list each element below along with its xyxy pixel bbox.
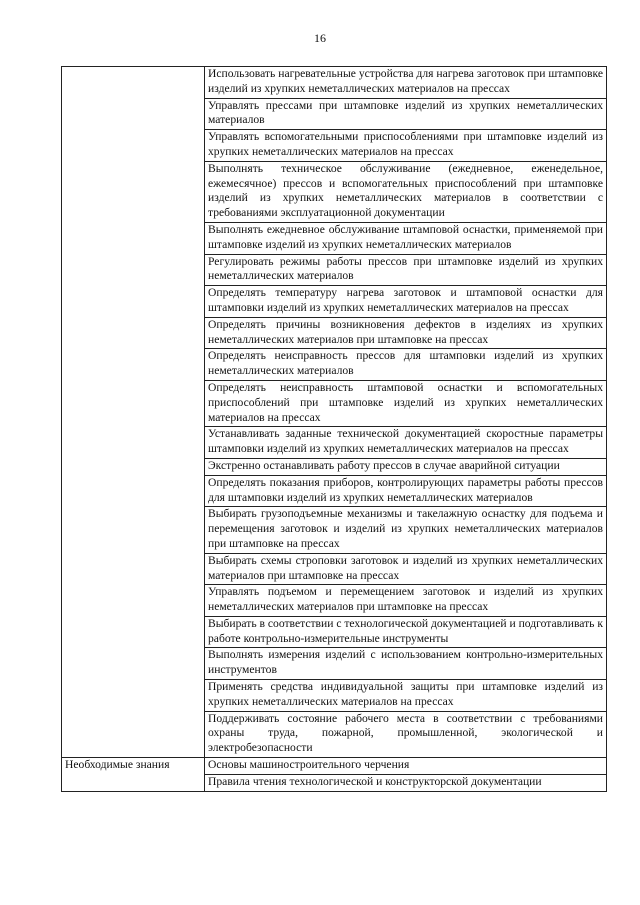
requirement-item: Определять неисправность штамповой оснастки и вспомогательных приспособлений при штамповке изделий из хрупких неметаллических материалов на прессах: [205, 380, 607, 426]
requirement-item: Правила чтения технологической и конструкторской документации: [205, 774, 607, 791]
requirement-item: Управлять вспомогательными приспособлениями при штамповке изделий из хрупких неметаллических материалов на прессах: [205, 130, 607, 162]
requirement-item: Управлять подъемом и перемещением заготовок и изделий из хрупких неметаллических материалов при штамповке на прессах: [205, 585, 607, 617]
section-label-cell: [62, 67, 205, 758]
requirement-item: Определять неисправность прессов для штамповки изделий из хрупких неметаллических материалов: [205, 349, 607, 381]
requirements-table: [61, 66, 607, 792]
requirement-item: Использовать нагревательные устройства для нагрева заготовок при штамповке изделий из хрупких неметаллических материалов на прессах: [205, 67, 607, 99]
table-row: [62, 758, 607, 775]
table-body: [62, 67, 607, 792]
requirement-item: Выбирать в соответствии с технологической документацией и подготавливать к работе контрольно-измерительные инструменты: [205, 616, 607, 648]
requirement-item: Выбирать грузоподъемные механизмы и такелажную оснастку для подъема и перемещения заготовок и изделий из хрупких неметаллических материалов при штамповке на прессах: [205, 507, 607, 553]
requirement-item: Определять температуру нагрева заготовок и штамповой оснастки для штамповки изделий из хрупких неметаллических материалов на прессах: [205, 286, 607, 318]
requirement-item: Выполнять техническое обслуживание (ежедневное, еженедельное, ежемесячное) прессов и вспомогательных приспособлений при штамповке изделий из хрупких неметаллических материалов в соответствии с требованиями эксплуатационной документации: [205, 161, 607, 222]
table-row: [62, 67, 607, 99]
requirement-item: Определять показания приборов, контролирующих параметры работы прессов для штамповки изделий из хрупких неметаллических материалов: [205, 475, 607, 507]
requirement-item: Определять причины возникновения дефектов в изделиях из хрупких неметаллических материалов при штамповке на прессах: [205, 317, 607, 349]
requirement-item: Основы машиностроительного черчения: [205, 758, 607, 775]
requirement-item: Устанавливать заданные технической документацией скоростные параметры штамповки изделий из хрупких неметаллических материалов на прессах: [205, 427, 607, 459]
requirement-item: Выбирать схемы строповки заготовок и изделий из хрупких неметаллических материалов при штамповке на прессах: [205, 553, 607, 585]
requirement-item: Поддерживать состояние рабочего места в соответствии с требованиями охраны труда, пожарной, промышленной, экологической и электробезопасности: [205, 711, 607, 757]
requirement-item: Выполнять ежедневное обслуживание штамповой оснастки, применяемой при штамповке изделий из хрупких неметаллических материалов: [205, 222, 607, 254]
section-label-cell: Необходимые знания: [62, 758, 205, 792]
requirement-item: Выполнять измерения изделий с использованием контрольно-измерительных инструментов: [205, 648, 607, 680]
requirement-item: Управлять прессами при штамповке изделий из хрупких неметаллических материалов: [205, 98, 607, 130]
requirement-item: Регулировать режимы работы прессов при штамповке изделий из хрупких неметаллических материалов: [205, 254, 607, 286]
requirement-item: Применять средства индивидуальной защиты при штамповке изделий из хрупких неметаллических материалов на прессах: [205, 680, 607, 712]
requirement-item: Экстренно останавливать работу прессов в случае аварийной ситуации: [205, 458, 607, 475]
page-number: 16: [314, 31, 326, 45]
